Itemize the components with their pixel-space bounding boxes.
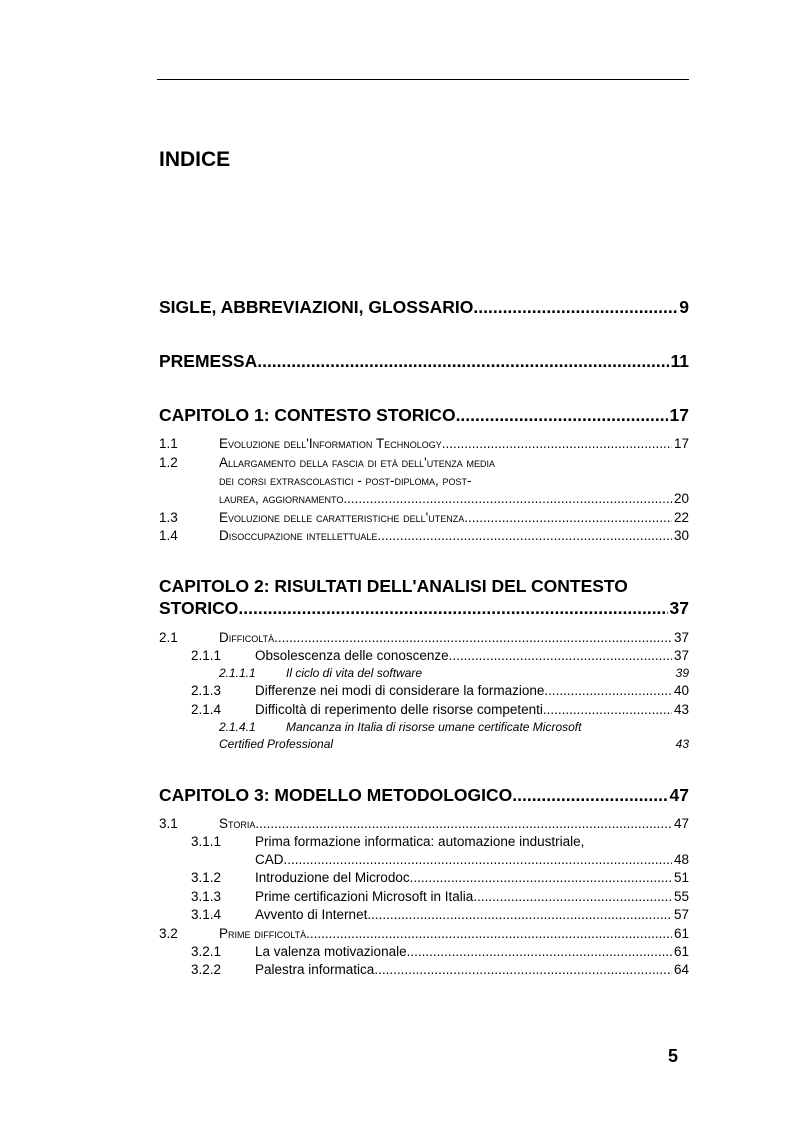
toc-page-number: 57 xyxy=(673,907,689,922)
toc-entry-text: CAD xyxy=(255,852,284,867)
toc-page-number: 61 xyxy=(673,944,689,959)
toc-entry-text: Mancanza in Italia di risorse umane certificate Microsoft xyxy=(286,720,582,734)
toc-entry-chapter-2[interactable]: CAPITOLO 2: RISULTATI DELL'ANALISI DEL CONTESTO xyxy=(159,576,628,596)
toc-entry-text: Prime difficoltà xyxy=(219,926,307,941)
section-number: 3.1 xyxy=(159,816,178,831)
toc-page-number: 17 xyxy=(673,436,689,451)
toc-page-number: 43 xyxy=(673,702,689,717)
toc-page-number: 47 xyxy=(673,816,689,831)
dot-leader xyxy=(473,889,672,904)
page-number: 5 xyxy=(668,1046,679,1066)
toc-entry-text: Avvento di Internet xyxy=(255,907,368,922)
toc-entry-text: Difficoltà di reperimento delle risorse competenti xyxy=(255,702,543,717)
toc-entry-1-2-continuation: dei corsi extrascolastici - post-diploma, post- xyxy=(219,473,472,488)
toc-entry-text: Palestra informatica xyxy=(255,962,375,977)
section-number: 1.1 xyxy=(159,436,178,451)
section-number: 3.2 xyxy=(159,926,178,941)
toc-entry-text: Storia xyxy=(219,816,256,831)
section-number: 2.1.1.1 xyxy=(219,666,256,680)
dot-leader xyxy=(367,907,672,922)
toc-entry-2-1-4[interactable] xyxy=(159,702,689,717)
toc-page-number: 30 xyxy=(673,528,689,543)
toc-entry-1-1[interactable] xyxy=(159,436,689,451)
toc-entry-text: laurea, aggiornamento xyxy=(219,491,344,506)
toc-entry-1-2[interactable] xyxy=(159,455,689,470)
toc-page-number: 64 xyxy=(673,962,689,977)
toc-entry-text: Prima formazione informatica: automazione industriale, xyxy=(255,834,585,849)
dot-leader xyxy=(306,926,672,941)
toc-entry-text: Introduzione del Microdoc xyxy=(255,870,410,885)
toc-entry-text: CAPITOLO 3: MODELLO METODOLOGICO xyxy=(159,785,513,805)
toc-entry-3-1-2[interactable] xyxy=(159,870,689,885)
toc-entry-1-3[interactable] xyxy=(159,510,689,525)
toc-page-number: 20 xyxy=(673,491,689,506)
section-number: 3.1.3 xyxy=(191,889,222,904)
dot-leader xyxy=(257,351,668,372)
toc-entry-chapter-1[interactable] xyxy=(159,405,689,426)
toc-entry-3-2-2[interactable] xyxy=(159,962,689,977)
toc-entry-text: CAPITOLO 1: CONTESTO STORICO xyxy=(159,405,456,425)
toc-entry-3-2[interactable] xyxy=(159,926,689,941)
section-number: 3.1.2 xyxy=(191,870,222,885)
toc-entry-chapter-2-last-line xyxy=(159,598,689,619)
table-of-contents xyxy=(159,0,689,1123)
toc-page-number: 48 xyxy=(673,852,689,867)
toc-entry-sigle[interactable] xyxy=(159,297,689,318)
toc-page-number: 40 xyxy=(673,683,689,698)
dot-leader xyxy=(473,297,677,318)
toc-page-number: 43 xyxy=(675,737,689,751)
dot-leader xyxy=(449,648,672,663)
section-number: 2.1.4.1 xyxy=(219,720,256,734)
toc-entry-2-1-3[interactable] xyxy=(159,683,689,698)
index-title: INDICE xyxy=(159,148,231,171)
section-number: 2.1 xyxy=(159,630,178,645)
toc-entry-2-1[interactable] xyxy=(159,630,689,645)
toc-entry-text: STORICO xyxy=(159,598,239,618)
dot-leader xyxy=(544,683,672,698)
toc-page-number: 61 xyxy=(673,926,689,941)
toc-entry-text: Evoluzione delle caratteristiche dell'utenza xyxy=(219,510,465,525)
toc-entry-premessa[interactable] xyxy=(159,351,689,372)
toc-entry-3-1-1[interactable] xyxy=(159,834,689,849)
section-number: 3.2.2 xyxy=(191,962,222,977)
toc-page-number: 39 xyxy=(675,666,689,680)
toc-entry-text: Disoccupazione intellettuale xyxy=(219,528,378,543)
toc-entry-text: Difficoltà xyxy=(219,630,275,645)
section-number: 3.1.1 xyxy=(191,834,222,849)
toc-entry-text: Obsolescenza delle conoscenze xyxy=(255,648,449,663)
toc-entry-3-1-1-last-line xyxy=(255,852,689,867)
toc-page-number: 37 xyxy=(673,630,689,645)
toc-entry-text: Differenze nei modi di considerare la formazione xyxy=(255,683,545,698)
toc-page-number: 22 xyxy=(673,510,689,525)
dot-leader xyxy=(543,702,672,717)
section-number: 1.4 xyxy=(159,528,178,543)
toc-entry-3-1-4[interactable] xyxy=(159,907,689,922)
dot-leader xyxy=(374,962,672,977)
dot-leader xyxy=(512,785,667,806)
toc-page-number: 17 xyxy=(669,405,689,425)
toc-entry-text: Evoluzione dell'Information Technology xyxy=(219,436,442,451)
section-number: 2.1.3 xyxy=(191,683,222,698)
toc-entry-text: Allargamento della fascia di età dell'utenza media xyxy=(219,455,495,470)
section-number: 2.1.1 xyxy=(191,648,222,663)
toc-entry-2-1-1[interactable] xyxy=(159,648,689,663)
toc-page-number: 37 xyxy=(669,598,689,618)
dot-leader xyxy=(377,528,672,543)
dot-leader xyxy=(410,870,672,885)
toc-entry-text: SIGLE, ABBREVIAZIONI, GLOSSARIO xyxy=(159,297,474,317)
toc-entry-text: La valenza motivazionale xyxy=(255,944,407,959)
section-number: 2.1.4 xyxy=(191,702,222,717)
toc-entry-chapter-3[interactable] xyxy=(159,785,689,806)
toc-entry-2-1-4-1[interactable] xyxy=(159,720,689,734)
toc-page-number: 47 xyxy=(669,785,689,805)
toc-entry-3-1-3[interactable] xyxy=(159,889,689,904)
dot-leader xyxy=(284,852,672,867)
dot-leader xyxy=(442,436,672,451)
toc-page-number: 9 xyxy=(679,297,689,317)
toc-entry-1-2-last-line xyxy=(219,491,689,506)
section-number: 3.2.1 xyxy=(191,944,222,959)
dot-leader xyxy=(274,630,672,645)
toc-page-number: 37 xyxy=(673,648,689,663)
dot-leader xyxy=(407,944,672,959)
dot-leader xyxy=(255,816,672,831)
toc-entry-3-1[interactable] xyxy=(159,816,689,831)
toc-entry-text: Il ciclo di vita del software xyxy=(286,666,423,680)
dot-leader xyxy=(343,491,672,506)
toc-entry-3-2-1[interactable] xyxy=(159,944,689,959)
toc-entry-text: PREMESSA xyxy=(159,351,258,371)
section-number: 1.2 xyxy=(159,455,178,470)
toc-entry-2-1-4-1-last-line xyxy=(219,737,689,751)
dot-leader xyxy=(464,510,672,525)
toc-entry-text: Certified Professional xyxy=(219,737,334,751)
toc-entry-text: Prime certificazioni Microsoft in Italia xyxy=(255,889,474,904)
section-number: 3.1.4 xyxy=(191,907,222,922)
section-number: 1.3 xyxy=(159,510,178,525)
toc-page-number: 51 xyxy=(673,870,689,885)
toc-page-number: 55 xyxy=(673,889,689,904)
toc-entry-1-4[interactable] xyxy=(159,528,689,543)
toc-entry-2-1-1-1[interactable] xyxy=(159,666,689,680)
dot-leader xyxy=(456,405,668,426)
dot-leader xyxy=(238,598,667,619)
toc-page-number: 11 xyxy=(670,351,689,371)
